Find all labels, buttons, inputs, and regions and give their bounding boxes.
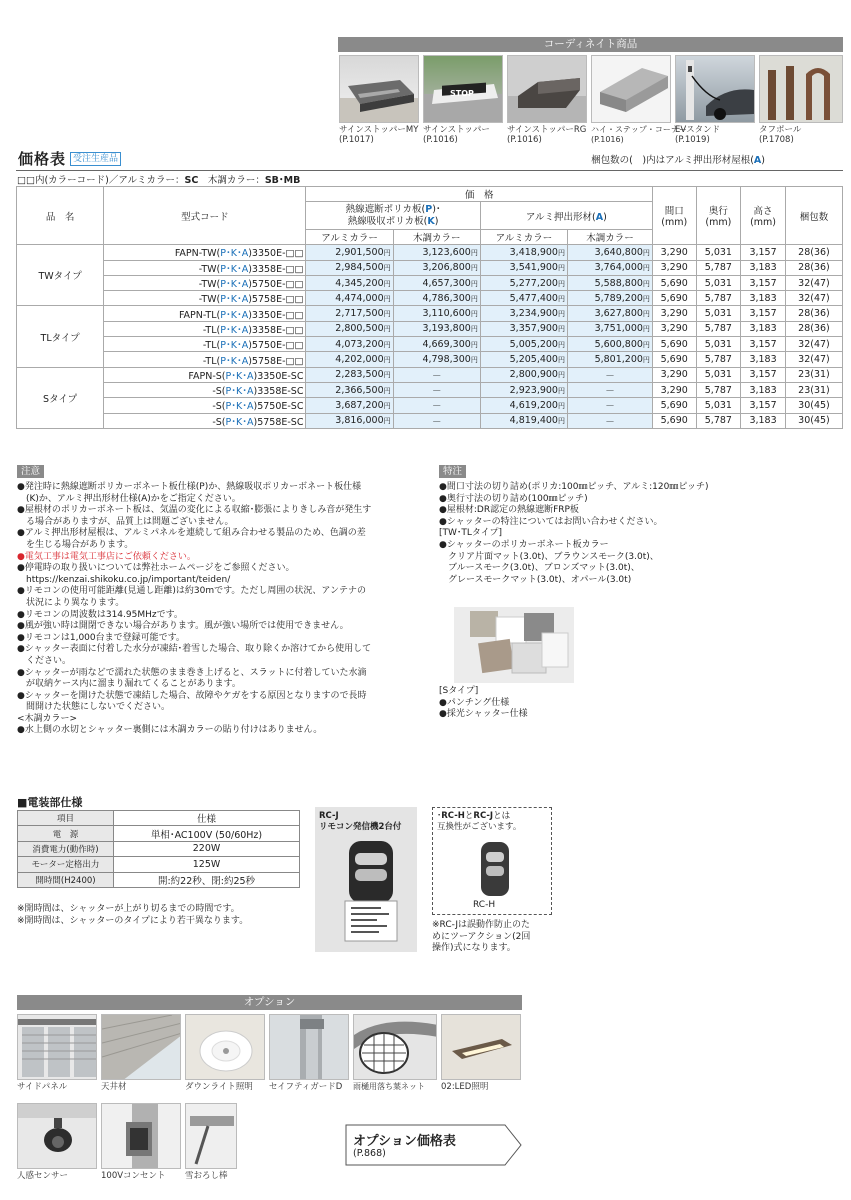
- spec-item: 消費電力(動作時): [18, 841, 114, 856]
- dim-cell: 32(47): [785, 291, 842, 306]
- col-alu: アルミ押出形材(A): [480, 202, 652, 230]
- dim-cell: 3,157: [741, 306, 786, 321]
- dim-cell: 30(45): [785, 413, 842, 428]
- note-line: ●シャッターを開けた状態で凍結した場合、故障やケガをする原因となりますので長時: [17, 690, 367, 701]
- opt-caption-5: 雨樋用落ち葉ネット: [353, 1082, 425, 1091]
- price-cell: 3,751,000円: [567, 321, 652, 336]
- note-line: を生じる場合があります。: [17, 539, 134, 550]
- dim-cell: 5,787: [696, 321, 741, 336]
- side-panel-image: [17, 1014, 97, 1080]
- dim-cell: 23(31): [785, 367, 842, 382]
- price-cell: －: [393, 413, 480, 428]
- snow-rake-image: [185, 1103, 237, 1169]
- feature-line: グレースモークマット(3.0t)、オパール(3.0t): [439, 574, 632, 585]
- col-price: 価 格: [306, 187, 652, 202]
- price-cell: －: [567, 413, 652, 428]
- price-row: [17, 367, 843, 382]
- model-code: -TL(P･K･A)5750E-□□: [104, 337, 306, 352]
- rcj-remote-image: [315, 807, 417, 952]
- price-cell: 3,816,000円: [306, 413, 393, 428]
- note-line: が収納ケース内に溜まり漏れてくることがあります。: [17, 679, 241, 690]
- col-height: 高さ (mm): [741, 187, 786, 245]
- dim-cell: 5,031: [696, 367, 741, 382]
- price-cell: －: [393, 382, 480, 397]
- price-cell: 3,640,800円: [567, 245, 652, 260]
- spec-item: 電 源: [18, 826, 114, 841]
- model-code: -S(P･K･A)5758E-SC: [104, 413, 306, 428]
- product-type: TLタイプ: [17, 306, 104, 367]
- rcj-sublabel: リモコン発信機2台付: [319, 822, 402, 832]
- price-cell: 3,123,600円: [393, 245, 480, 260]
- electric-row: [18, 841, 300, 856]
- feature-line: ●奥行寸法の切り詰め(100㎜ピッチ): [439, 493, 588, 504]
- note-line: ●シャッター表面に付着した水分が凍結･着雪した場合、取り除くか溶けてから使用して: [17, 644, 372, 655]
- price-cell: 5,801,200円: [567, 352, 652, 367]
- dim-cell: 5,690: [652, 413, 696, 428]
- rch-label: RC-H: [473, 900, 496, 910]
- model-code: FAPN-TW(P･K･A)3350E-□□: [104, 245, 306, 260]
- price-cell: 3,110,600円: [393, 306, 480, 321]
- feature-line: ●シャッターの特注についてはお問い合わせください。: [439, 516, 663, 527]
- feature-s-line: ●パンチング仕様: [439, 697, 510, 708]
- opt-caption-7: 人感センサー: [17, 1171, 69, 1181]
- price-row: [17, 337, 843, 352]
- col-depth: 奥行 (mm): [696, 187, 741, 245]
- dim-cell: 32(47): [785, 337, 842, 352]
- dim-cell: 3,290: [652, 367, 696, 382]
- tough-pole-image: [759, 55, 843, 123]
- coord-caption-4: ハイ・ステップ・コーナー (P.1016): [591, 125, 687, 144]
- safety-guard-image: [269, 1014, 349, 1080]
- col-packs: 梱包数: [785, 187, 842, 245]
- dim-cell: 5,787: [696, 413, 741, 428]
- feature-line: ●シャッターのポリカーボネート板カラー: [439, 539, 609, 550]
- dim-cell: 28(36): [785, 260, 842, 275]
- color-sample-image: [454, 607, 574, 683]
- coord-caption-3: サインストッパーRG (P.1016): [507, 125, 587, 145]
- price-cell: 4,073,200円: [306, 337, 393, 352]
- product-type: Sタイプ: [17, 367, 104, 428]
- dim-cell: 3,157: [741, 367, 786, 382]
- option-price-title: オプション価格表: [353, 1134, 456, 1149]
- price-cell: 5,477,400円: [480, 291, 567, 306]
- price-title: 価格表: [18, 150, 67, 168]
- dim-cell: 3,290: [652, 321, 696, 336]
- price-cell: 2,366,500円: [306, 382, 393, 397]
- col-poly: 熱線遮断ポリカ板(P)･ 熱線吸収ポリカ板(K): [306, 202, 480, 230]
- model-code: FAPN-TL(P･K･A)3350E-□□: [104, 306, 306, 321]
- note-line: ●リモコンは1,000台まで登録可能です。: [17, 632, 185, 643]
- features-header: 特注: [439, 465, 466, 478]
- dim-cell: 3,183: [741, 413, 786, 428]
- dim-cell: 3,157: [741, 337, 786, 352]
- note-line: ●電気工事は電気工事店にご依頼ください。: [17, 551, 196, 562]
- stop-text: STOP: [450, 89, 474, 98]
- model-code: -TW(P･K･A)5750E-□□: [104, 275, 306, 290]
- note-line: ●停電時の取り扱いについては弊社ホームページをご参照ください。: [17, 563, 295, 574]
- price-cell: 3,418,900円: [480, 245, 567, 260]
- dim-cell: 5,787: [696, 260, 741, 275]
- note-line: ●リモコンの使用可能距離(見通し距離)は約30mです。ただし周囲の状況、アンテナの: [17, 586, 367, 597]
- col-alu-wood-color: 木調カラー: [567, 230, 652, 245]
- note-line: https://kenzai.shikoku.co.jp/important/teiden/: [17, 574, 231, 585]
- price-cell: 3,193,800円: [393, 321, 480, 336]
- sign-stopper-my-image: [339, 55, 419, 123]
- price-cell: －: [393, 367, 480, 382]
- note-line: ●風が強い時は開閉できない場合があります。風が強い場所では使用できません。: [17, 621, 349, 632]
- price-row: [17, 382, 843, 397]
- price-cell: 4,657,300円: [393, 275, 480, 290]
- feature-line: ●間口寸法の切り詰め(ポリカ:100㎜ピッチ、アルミ:120㎜ピッチ): [439, 482, 709, 492]
- model-code: FAPN-S(P･K･A)3350E-SC: [104, 367, 306, 382]
- price-row: [17, 306, 843, 321]
- coord-caption-1: サインストッパーMY (P.1017): [339, 125, 419, 145]
- ev-stand-image: [675, 55, 755, 123]
- dim-cell: 5,690: [652, 398, 696, 413]
- color-code-line: □□内(カラーコード)／アルミカラー：SC 木調カラー：SB･MB: [17, 175, 301, 186]
- dim-cell: 5,690: [652, 352, 696, 367]
- note-line: ●アルミ押出形材屋根は、アルミパネルを連続して組み合わせる製品のため、色調の差: [17, 528, 366, 539]
- electric-row: [18, 872, 300, 887]
- note-line: る場合がありますが、品質上は問題ございません。: [17, 516, 234, 527]
- dim-cell: 23(31): [785, 382, 842, 397]
- downlight-image: [185, 1014, 265, 1080]
- price-cell: 4,819,400円: [480, 413, 567, 428]
- dim-cell: 3,290: [652, 382, 696, 397]
- note-line: ●リモコンの周波数は314.95MHzです。: [17, 609, 183, 620]
- dim-cell: 5,787: [696, 382, 741, 397]
- spec-value: 220W: [114, 841, 300, 856]
- price-cell: 5,005,200円: [480, 337, 567, 352]
- col-model-code: 型式コード: [104, 187, 306, 245]
- spec-value: 125W: [114, 857, 300, 872]
- dim-cell: 5,031: [696, 245, 741, 260]
- price-row: [17, 413, 843, 428]
- feature-line: ブルースモーク(3.0t)、ブロンズマット(3.0t)、: [439, 563, 640, 574]
- note-line: 状況により異なります。: [17, 597, 125, 608]
- price-row: [17, 321, 843, 336]
- note-line: ●屋根材のポリカーボネート板は、気温の変化による収縮･膨張によりきしみ音が発生す: [17, 505, 372, 516]
- dim-cell: 32(47): [785, 352, 842, 367]
- opt-caption-4: セイフティガードD: [269, 1082, 343, 1092]
- coord-caption-6: タフポール (P.1708): [759, 125, 802, 145]
- leaf-net-image: [353, 1014, 437, 1080]
- ceiling-material-image: [101, 1014, 181, 1080]
- outlet-image: [101, 1103, 181, 1169]
- dim-cell: 28(36): [785, 321, 842, 336]
- model-code: -S(P･K･A)5750E-SC: [104, 398, 306, 413]
- opt-caption-6: 02:LED照明: [441, 1082, 489, 1092]
- features-list: [439, 482, 709, 586]
- packing-note: 梱包数の( )内はアルミ押出形材屋根(A): [591, 155, 765, 166]
- feature-s-line: ●採光シャッター仕様: [439, 709, 528, 720]
- dim-cell: 5,690: [652, 337, 696, 352]
- led-light-image: [441, 1014, 521, 1080]
- spec-item: 項目: [18, 811, 114, 826]
- dim-cell: 3,183: [741, 291, 786, 306]
- rcj-note: [432, 920, 530, 955]
- dim-cell: 5,787: [696, 352, 741, 367]
- price-cell: 4,474,000円: [306, 291, 393, 306]
- price-cell: 3,234,900円: [480, 306, 567, 321]
- price-cell: 5,600,800円: [567, 337, 652, 352]
- dim-cell: 3,157: [741, 245, 786, 260]
- price-cell: 2,717,500円: [306, 306, 393, 321]
- col-product-name: 品 名: [17, 187, 104, 245]
- price-cell: －: [393, 398, 480, 413]
- coord-caption-2: サインストッパー (P.1016): [423, 125, 490, 145]
- dim-cell: 5,031: [696, 337, 741, 352]
- dim-cell: 3,290: [652, 306, 696, 321]
- opt-caption-8: 100Vコンセント: [101, 1171, 166, 1181]
- price-cell: 2,283,500円: [306, 367, 393, 382]
- sign-stopper-image: [423, 55, 503, 123]
- dim-cell: 3,183: [741, 321, 786, 336]
- model-code: -TW(P･K･A)5758E-□□: [104, 291, 306, 306]
- price-cell: 4,619,200円: [480, 398, 567, 413]
- dim-cell: 5,690: [652, 291, 696, 306]
- electric-notes: [17, 904, 248, 927]
- price-cell: －: [567, 367, 652, 382]
- price-cell: 3,357,900円: [480, 321, 567, 336]
- spec-value: 開:約22秒、閉:約25秒: [114, 872, 300, 887]
- price-underline: [16, 170, 843, 171]
- rch-box: ･RC-HとRC-Jとは 互換性がございます。 RC-H: [432, 807, 552, 915]
- rcj-label: RC-J: [319, 811, 339, 821]
- model-code: -TL(P･K･A)3358E-□□: [104, 321, 306, 336]
- price-row: [17, 291, 843, 306]
- price-cell: 5,277,200円: [480, 275, 567, 290]
- price-cell: 4,669,300円: [393, 337, 480, 352]
- electric-spec-table: [17, 810, 300, 888]
- price-cell: 5,205,400円: [480, 352, 567, 367]
- price-cell: 4,202,000円: [306, 352, 393, 367]
- dim-cell: 5,690: [652, 275, 696, 290]
- dim-cell: 3,183: [741, 260, 786, 275]
- high-step-corner-image: [591, 55, 671, 123]
- note-line: ●シャッターが雨などで濡れた状態のまま巻き上げると、スラットに付着していた水滴: [17, 667, 367, 678]
- electric-note: ※開時間は、シャッターのタイプにより若干異なります。: [17, 915, 249, 926]
- col-poly-alu-color: アルミカラー: [306, 230, 393, 245]
- price-cell: 4,798,300円: [393, 352, 480, 367]
- note-line: ●発注時に熱線遮断ポリカーボネート板仕様(P)か、熱線吸収ポリカーボネート板仕様: [17, 482, 362, 492]
- note-line: <木調カラー>: [17, 713, 78, 724]
- rcj-note-line: 操作)式になります。: [432, 943, 516, 954]
- price-table: [16, 186, 843, 429]
- feature-s-line: [Sタイプ]: [439, 686, 479, 696]
- spec-value: 仕様: [114, 811, 300, 826]
- opt-caption-1: サイドパネル: [17, 1082, 68, 1092]
- price-cell: 2,923,900円: [480, 382, 567, 397]
- dim-cell: 3,290: [652, 245, 696, 260]
- note-line: ●水上側の水切とシャッター裏側には木調カラーの貼り付けはありません。: [17, 725, 323, 736]
- motion-sensor-image: [17, 1103, 97, 1169]
- model-code: -S(P･K･A)3358E-SC: [104, 382, 306, 397]
- col-poly-wood-color: 木調カラー: [393, 230, 480, 245]
- feature-line: クリア片面マット(3.0t)、ブラウンスモーク(3.0t)、: [439, 551, 659, 562]
- note-line: (K)か、アルミ押出形材仕様(A)かをご指定ください。: [17, 493, 241, 504]
- price-cell: 2,984,500円: [306, 260, 393, 275]
- spec-item: 開時間(H2400): [18, 872, 114, 887]
- price-cell: 4,345,200円: [306, 275, 393, 290]
- price-cell: 2,800,500円: [306, 321, 393, 336]
- feature-line: [TW･TLタイプ]: [439, 528, 502, 539]
- product-type: TWタイプ: [17, 245, 104, 306]
- price-cell: 3,764,000円: [567, 260, 652, 275]
- dim-cell: 28(36): [785, 306, 842, 321]
- dim-cell: 5,787: [696, 291, 741, 306]
- price-cell: 2,901,500円: [306, 245, 393, 260]
- electric-row: [18, 811, 300, 826]
- price-cell: 5,588,800円: [567, 275, 652, 290]
- spec-item: モーター定格出力: [18, 857, 114, 872]
- price-cell: －: [567, 398, 652, 413]
- coordinate-header: コーディネイト商品: [338, 37, 843, 52]
- dim-cell: 3,290: [652, 260, 696, 275]
- price-title-row: [18, 148, 121, 169]
- dim-cell: 5,031: [696, 306, 741, 321]
- option-price-link[interactable]: [345, 1124, 523, 1166]
- price-cell: 3,206,800円: [393, 260, 480, 275]
- price-cell: 3,541,900円: [480, 260, 567, 275]
- feature-line: ●屋根材:DR認定の熱線遮断FRP板: [439, 505, 579, 516]
- rcj-note-line: ※RC-Jは誤動作防止のた: [432, 920, 531, 930]
- price-cell: 3,687,200円: [306, 398, 393, 413]
- dim-cell: 28(36): [785, 245, 842, 260]
- electric-row: [18, 857, 300, 872]
- notes-list: [17, 482, 371, 737]
- spec-value: 単相･AC100V (50/60Hz): [114, 826, 300, 841]
- col-width: 間口 (mm): [652, 187, 696, 245]
- note-line: ください。: [17, 655, 72, 666]
- price-cell: 4,786,300円: [393, 291, 480, 306]
- dim-cell: 5,031: [696, 398, 741, 413]
- notes-header: 注意: [17, 465, 44, 478]
- dim-cell: 3,183: [741, 382, 786, 397]
- rcj-note-line: めにツーアクション(2回: [432, 931, 531, 942]
- price-cell: 2,800,900円: [480, 367, 567, 382]
- note-line: 間開けた状態にしないでください。: [17, 702, 171, 713]
- dim-cell: 5,031: [696, 275, 741, 290]
- dim-cell: 3,157: [741, 398, 786, 413]
- dim-cell: 30(45): [785, 398, 842, 413]
- electric-row: [18, 826, 300, 841]
- price-cell: －: [567, 382, 652, 397]
- made-to-order-tag: 受注生産品: [70, 152, 121, 166]
- coord-caption-5: EVスタンド (P.1019): [675, 125, 721, 145]
- electric-title: ■電装部仕様: [17, 796, 83, 809]
- option-price-ref: (P.868): [353, 1148, 386, 1159]
- price-row: [17, 260, 843, 275]
- price-cell: 5,789,200円: [567, 291, 652, 306]
- rcj-box: [315, 807, 417, 952]
- price-row: [17, 352, 843, 367]
- col-alu-alu-color: アルミカラー: [480, 230, 567, 245]
- dim-cell: 3,157: [741, 275, 786, 290]
- price-row: [17, 275, 843, 290]
- price-row: [17, 245, 843, 260]
- sign-stopper-rg-image: [507, 55, 587, 123]
- options-header: オプション: [17, 995, 522, 1010]
- dim-cell: 32(47): [785, 275, 842, 290]
- model-code: -TL(P･K･A)5758E-□□: [104, 352, 306, 367]
- opt-caption-9: 雪おろし棒: [185, 1171, 228, 1181]
- price-cell: 3,627,800円: [567, 306, 652, 321]
- electric-note: ※開時間は、シャッターが上がり切るまでの時間です。: [17, 904, 240, 914]
- features-s-list: [439, 686, 528, 721]
- opt-caption-2: 天井材: [101, 1082, 127, 1092]
- model-code: -TW(P･K･A)3358E-□□: [104, 260, 306, 275]
- price-row: [17, 398, 843, 413]
- dim-cell: 3,183: [741, 352, 786, 367]
- opt-caption-3: ダウンライト照明: [185, 1082, 253, 1092]
